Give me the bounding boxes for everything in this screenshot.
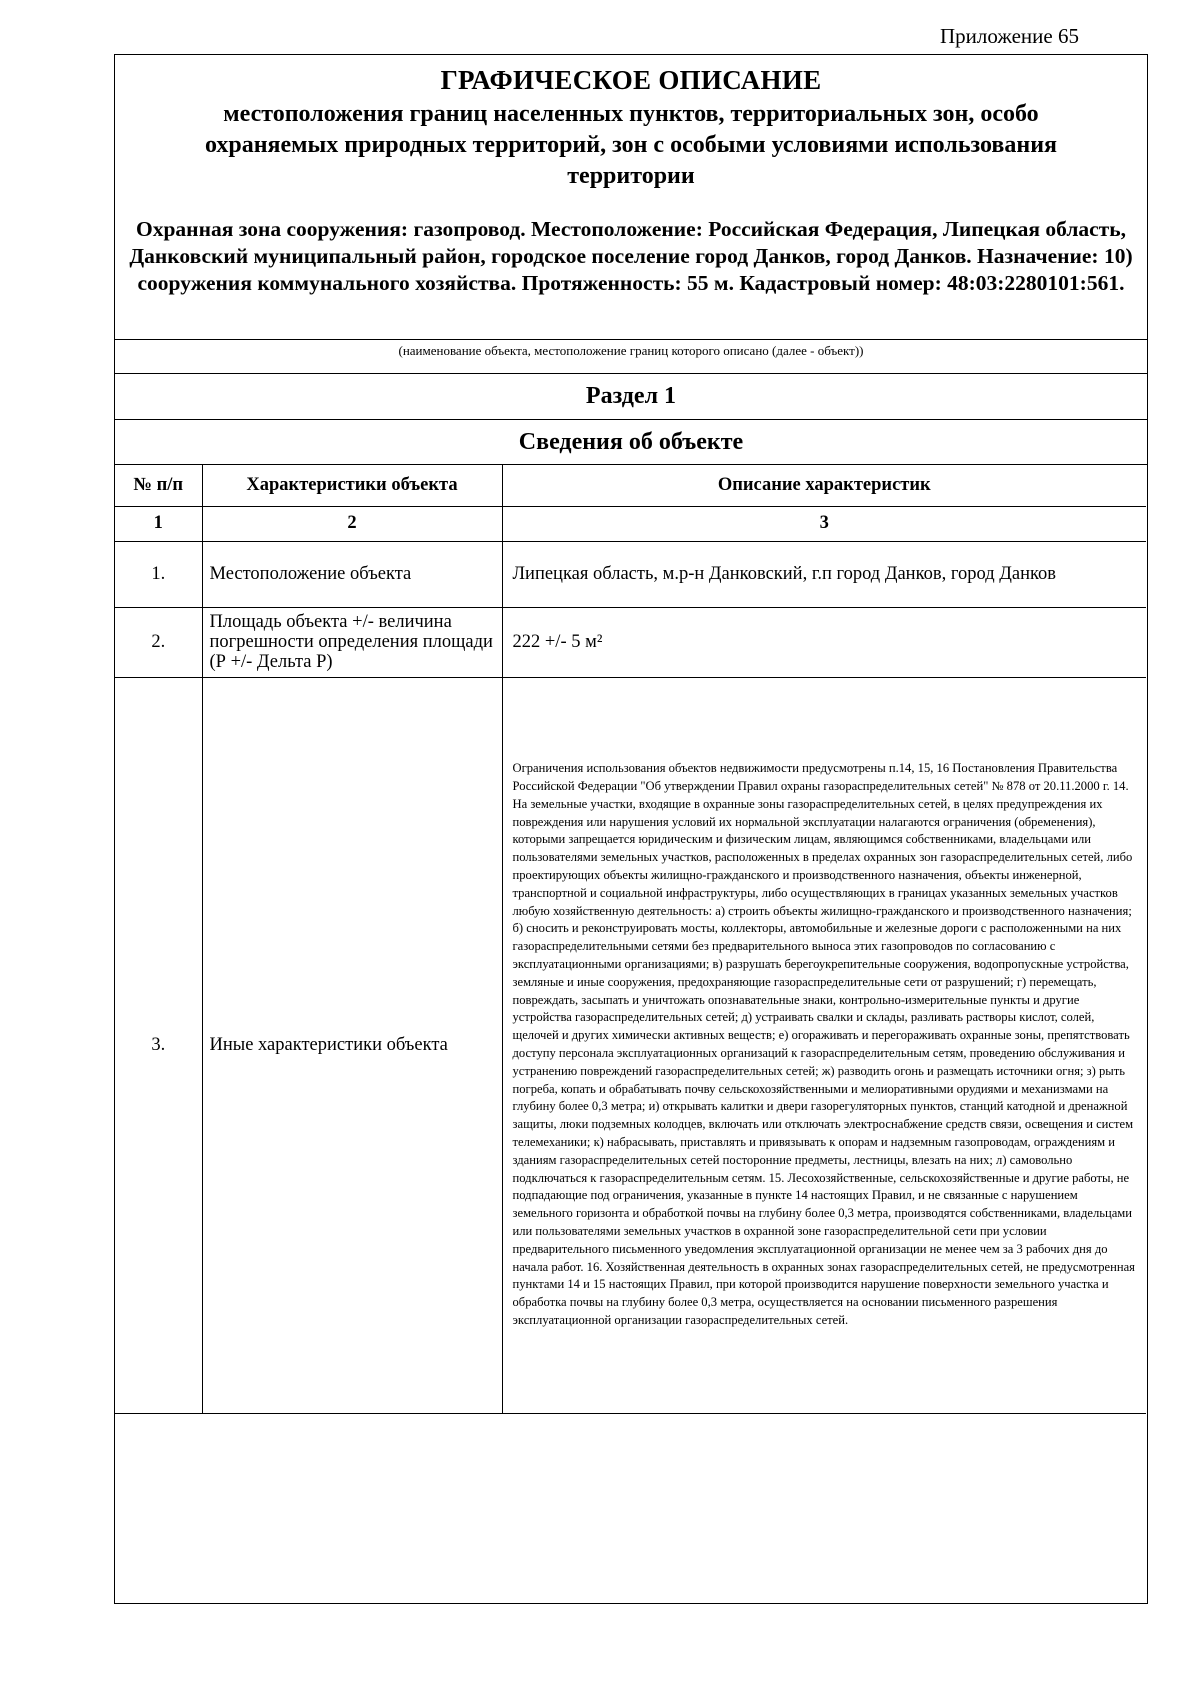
table-header-row: [115, 465, 1146, 506]
appendix-number: Приложение 65: [940, 24, 1079, 48]
header-cell-number: № п/п: [115, 465, 202, 506]
header-cell-description: Описание характеристик: [502, 465, 1146, 506]
header-cell-characteristic: Характеристики объекта: [202, 465, 502, 506]
table-row: [115, 541, 1146, 607]
section-number: Раздел 1: [115, 373, 1147, 420]
column-number-row: [115, 506, 1146, 541]
section-title: Сведения об объекте: [115, 419, 1147, 465]
row-number: 1.: [115, 541, 202, 607]
row-characteristic: Площадь объекта +/- величина погрешности определения площади (Р +/- Дельта Р): [202, 607, 502, 677]
document-title: ГРАФИЧЕСКОЕ ОПИСАНИЕ: [440, 65, 822, 95]
row-number: 3.: [115, 677, 202, 1413]
column-number-2: 2: [202, 506, 502, 541]
row-description: Ограничения использования объектов недвижимости предусмотрены п.14, 15, 16 Постановления Правительства Российской Федерации "Об утверждении Правил охраны газораспределительных сетей" № 878 от 20.11.2000 г. 14. На земельные участки, входящие в охранные зоны газораспределительных сетей, в целях предупреждения их повреждения или нарушения условий их нормальной эксплуатации налагаются ограничения (обременения), которыми запрещается юридическим и физическим лицам, являющимся собственниками, владельцами или пользователями земельных участков, расположенных в пределах охранных зон газораспределительных сетей, либо проектирующих объекты жилищно-гражданского и производственного назначения, объекты инженерной, транспортной и социальной инфраструктуры, либо осуществляющих в границах указанных земельных участков любую хозяйственную деятельность: а) строить объекты жилищно-гражданского и производственного назначения; б) сносить и реконструировать мосты, коллекторы, автомобильные и железные дороги с расположенными на них газораспределительными сетями без предварительного выноса этих газопроводов по согласованию с эксплуатационными организациями; в) разрушать берегоукрепительные сооружения, водопропускные устройства, земляные и иные сооружения, предохраняющие газораспределительные сети от разрушений; г) перемещать, повреждать, засыпать и уничтожать опознавательные знаки, контрольно-измерительные пункты и другие устройства газораспределительных сетей; д) устраивать свалки и склады, разливать растворы кислот, солей, щелочей и других химически активных веществ; е) огораживать и перегораживать охранные зоны, препятствовать доступу персонала эксплуатационных организаций к газораспределительным сетям, проведению обслуживания и устранению повреждений газораспределительных сетей; ж) разводить огонь и размещать источники огня; з) рыть погреба, копать и обрабатывать почву сельскохозяйственными и мелиоративными орудиями и механизмами на глубину более 0,3 метра; и) открывать калитки и двери газорегуляторных пунктов, станций катодной и дренажной защиты, люки подземных колодцев, включать или отключать электроснабжение средств связи, освещения и систем телемеханики; к) набрасывать, приставлять и привязывать к опорам и надземным газопроводам, ограждениям и зданиям газораспределительных сетей посторонние предметы, лестницы, влезать на них; л) самовольно подключаться к газораспределительным сетям. 15. Лесохозяйственные, сельскохозяйственные и другие работы, не подпадающие под ограничения, указанные в пункте 14 настоящих Правил, и не связанные с нарушением земельного горизонта и обработкой почвы на глубину более 0,3 метра, производятся собственниками, владельцами или пользователями земельных участков в охранной зоне газораспределительной сети при условии предварительного письменного уведомления эксплуатационной организации не менее чем за 3 рабочих дня до начала работ. 16. Хозяйственная деятельность в охранных зонах газораспределительных сетей, не предусмотренная пунктами 14 и 15 настоящих Правил, при которой производится нарушение поверхности земельного участка и обработка почвы на глубину более 0,3 метра, осуществляется на основании письменного разрешения эксплуатационной организации газораспределительных сетей.: [502, 677, 1146, 1413]
object-name-caption: (наименование объекта, местоположение границ которого описано (далее - объект)): [115, 340, 1147, 374]
table-row: [115, 607, 1146, 677]
column-number-1: 1: [115, 506, 202, 541]
row-characteristic: Местоположение объекта: [202, 541, 502, 607]
table-row: [115, 677, 1146, 1413]
object-info-table: [115, 465, 1146, 1414]
row-number: 2.: [115, 607, 202, 677]
row-characteristic: Иные характеристики объекта: [202, 677, 502, 1413]
document-subtitle: местоположения границ населенных пунктов, территориальных зон, особо охраняемых природных территорий, зон с особыми условиями использования территории: [204, 101, 1058, 189]
document-frame: [114, 54, 1148, 1604]
column-number-3: 3: [502, 506, 1146, 541]
row-description: 222 +/- 5 м²: [502, 607, 1146, 677]
document-header: [115, 55, 1147, 340]
object-name: Охранная зона сооружения: газопровод. Местоположение: Российская Федерация, Липецкая область, Данковский муниципальный район, городское поселение город Данков, город Данков. Назначение: 10) сооружения коммунального хозяйства. Протяженность: 55 м. Кадастровый номер: 48:03:2280101:561.: [129, 217, 1133, 295]
row-description: Липецкая область, м.р-н Данковский, г.п город Данков, город Данков: [502, 541, 1146, 607]
